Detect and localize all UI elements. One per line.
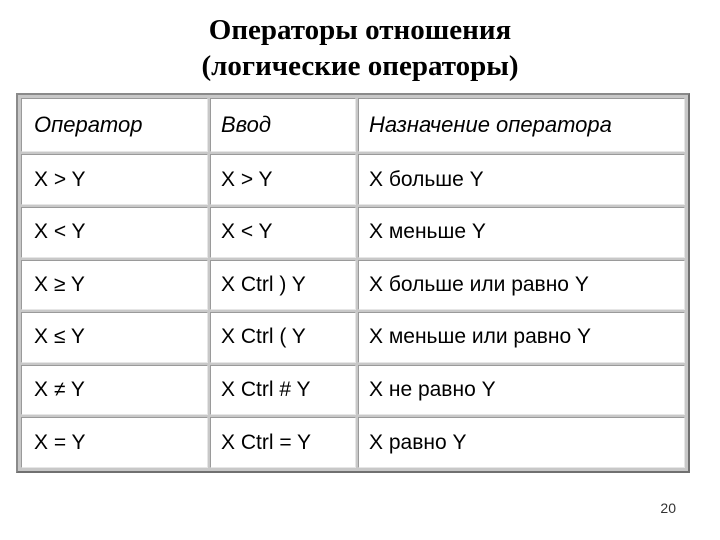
table-row <box>21 260 685 311</box>
column-header-input: Ввод <box>210 98 356 152</box>
title-line-2: (логические операторы) <box>201 50 519 82</box>
operator-cell: X ≤ Y <box>21 312 208 363</box>
purpose-cell: X меньше или равно Y <box>358 312 685 363</box>
column-header-purpose: Назначение оператора <box>358 98 685 152</box>
operator-cell: X > Y <box>21 154 208 205</box>
operator-cell: X < Y <box>21 207 208 258</box>
input-cell: X Ctrl ) Y <box>210 260 356 311</box>
input-cell: X Ctrl = Y <box>210 417 356 468</box>
input-cell: X Ctrl # Y <box>210 365 356 416</box>
operator-cell: X ≠ Y <box>21 365 208 416</box>
title-line-1: Операторы отношения <box>208 14 512 46</box>
operator-cell: X ≥ Y <box>21 260 208 311</box>
purpose-cell: X не равно Y <box>358 365 685 416</box>
operators-table <box>16 93 690 473</box>
input-cell: X > Y <box>210 154 356 205</box>
column-header-operator: Оператор <box>21 98 208 152</box>
operator-cell: X = Y <box>21 417 208 468</box>
table-row <box>21 417 685 468</box>
page-title <box>0 12 720 84</box>
purpose-cell: X больше или равно Y <box>358 260 685 311</box>
input-cell: X < Y <box>210 207 356 258</box>
purpose-cell: X меньше Y <box>358 207 685 258</box>
table-row <box>21 312 685 363</box>
table-header-row <box>21 98 685 152</box>
input-cell: X Ctrl ( Y <box>210 312 356 363</box>
table-row <box>21 154 685 205</box>
table-row <box>21 207 685 258</box>
purpose-cell: X равно Y <box>358 417 685 468</box>
purpose-cell: X больше Y <box>358 154 685 205</box>
page-number: 20 <box>660 500 676 516</box>
table-row <box>21 365 685 416</box>
